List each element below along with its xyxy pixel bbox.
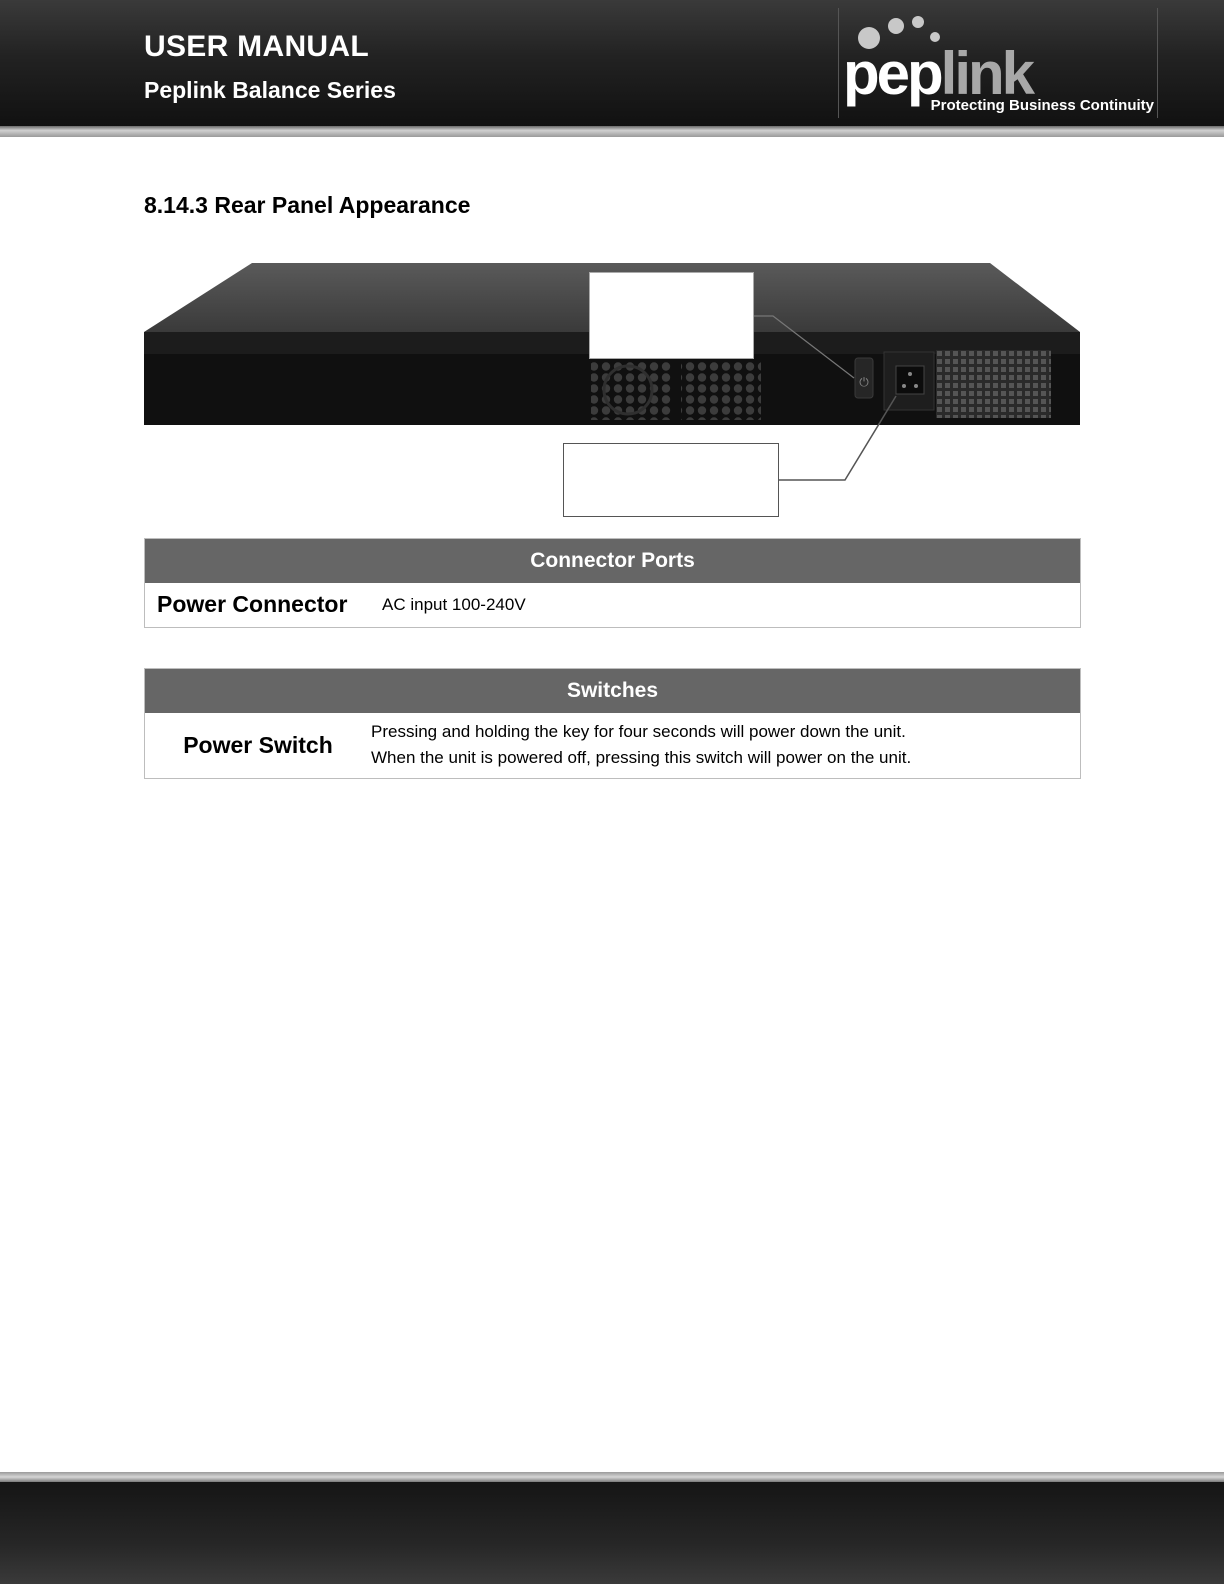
page-footer bbox=[0, 1482, 1224, 1584]
power-connector-label: Power Connector bbox=[157, 591, 348, 618]
manual-subtitle: Peplink Balance Series bbox=[144, 77, 396, 103]
section-heading: 8.14.3 Rear Panel Appearance bbox=[144, 192, 471, 218]
connector-ports-table bbox=[144, 538, 1081, 628]
power-switch-line-2: When the unit is powered off, pressing this switch will power on the unit. bbox=[371, 748, 912, 768]
fan-vent-right bbox=[681, 360, 761, 420]
footer-divider bbox=[0, 1472, 1224, 1482]
logo-wordmark-pep: pep bbox=[843, 40, 941, 107]
power-switch-label: Power Switch bbox=[183, 731, 333, 758]
power-connector-value: AC input 100-240V bbox=[382, 594, 526, 614]
table-row bbox=[145, 583, 1081, 627]
connector-callout-box bbox=[563, 443, 779, 517]
connector-ports-header: Connector Ports bbox=[145, 539, 1081, 584]
logo-tagline: Protecting Business Continuity bbox=[930, 97, 1154, 114]
switch-callout-box bbox=[589, 272, 754, 359]
manual-title: USER MANUAL bbox=[144, 30, 369, 63]
switches-table bbox=[144, 668, 1081, 779]
logo-dot-small bbox=[912, 16, 924, 28]
power-switch-line-1: Pressing and holding the key for four seconds will power down the unit. bbox=[371, 722, 906, 742]
logo-dot-medium bbox=[888, 18, 904, 34]
peplink-logo bbox=[838, 8, 1158, 118]
peplink-logo-graphic bbox=[839, 8, 1157, 118]
svg-text:⏻: ⏻ bbox=[859, 375, 869, 389]
table-row bbox=[145, 713, 1081, 778]
rear-panel-figure bbox=[144, 262, 1080, 524]
header-divider bbox=[0, 126, 1224, 137]
power-switch-description bbox=[371, 713, 1081, 778]
switches-header: Switches bbox=[145, 669, 1081, 714]
page-header bbox=[0, 0, 1224, 126]
psu-grille bbox=[936, 350, 1051, 418]
logo-wordmark-link: link bbox=[940, 40, 1033, 107]
